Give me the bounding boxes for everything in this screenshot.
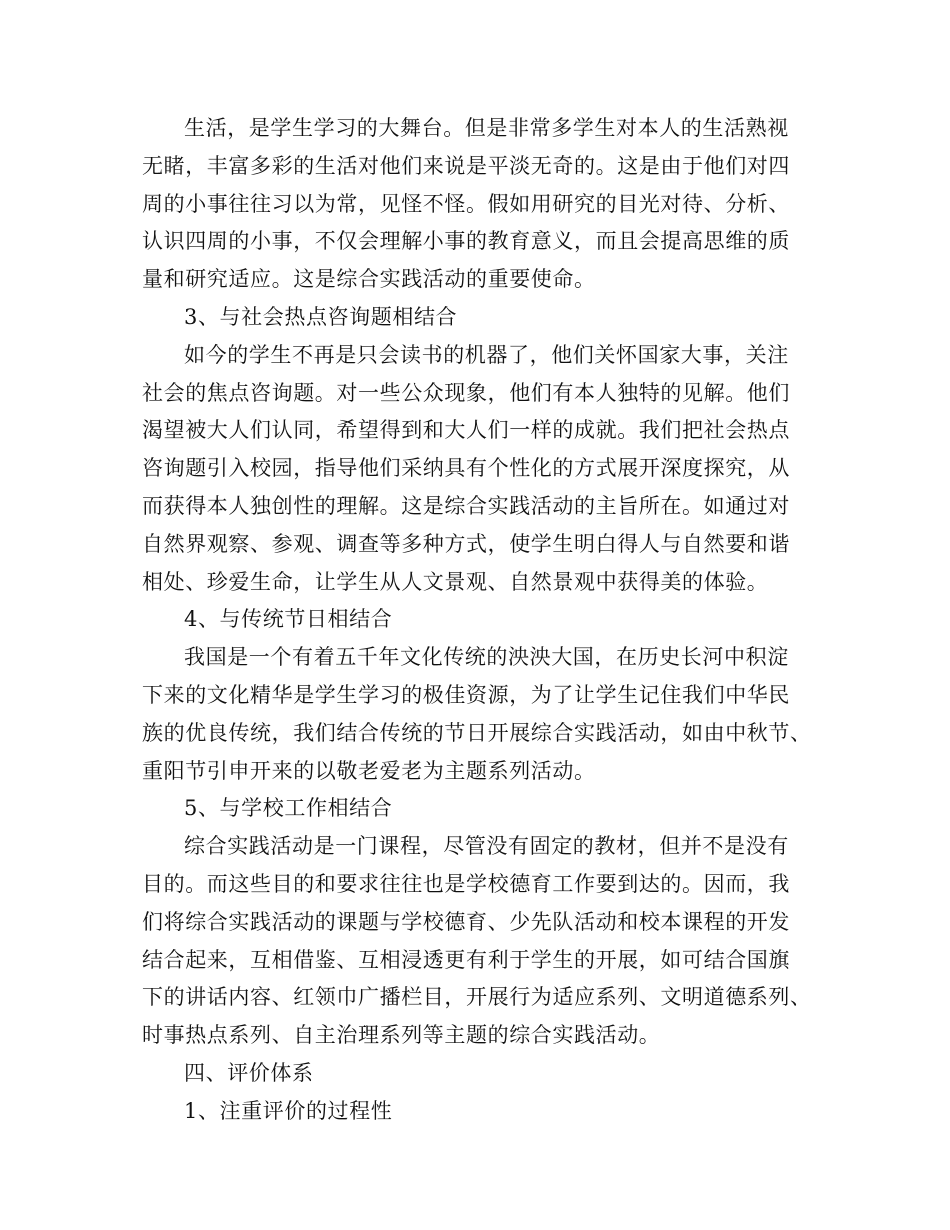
paragraph-line: 周的小事往往习以为常，见怪不怪。假如用研究的目光对待、分析、 [142,191,790,216]
paragraph-line: 咨询题引入校园，指导他们采纳具有个性化的方式展开深度探究，从 [142,456,790,481]
paragraph-line: 重阳节引申开来的以敬老爱老为主题系列活动。 [142,758,596,783]
section-heading: 5、与学校工作相结合 [184,796,393,821]
subsection-heading: 1、注重评价的过程性 [184,1098,393,1123]
paragraph-line: 而获得本人独创性的理解。这是综合实践活动的主旨所在。如通过对 [142,493,790,518]
paragraph-line: 时事热点系列、自主治理系列等主题的综合实践活动。 [142,1023,661,1048]
paragraph-line: 们将综合实践活动的课题与学校德育、少先队活动和校本课程的开发 [142,909,790,934]
paragraph-line: 结合起来，互相借鉴、互相浸透更有利于学生的开展，如可结合国旗 [142,947,790,972]
paragraph-line: 自然界观察、参观、调查等多种方式，使学生明白得人与自然要和谐 [142,531,790,556]
paragraph-line: 无睹，丰富多彩的生活对他们来说是平淡无奇的。这是由于他们对四 [142,153,790,178]
section-heading: 3、与社会热点咨询题相结合 [184,304,458,329]
paragraph-line: 我国是一个有着五千年文化传统的泱泱大国，在历史长河中积淀 [184,645,789,670]
paragraph-line: 族的优良传统，我们结合传统的节日开展综合实践活动，如由中秋节、 [142,720,812,745]
paragraph-line: 认识四周的小事，不仅会理解小事的教育意义，而且会提高思维的质 [142,229,790,254]
paragraph-line: 渴望被大人们认同，希望得到和大人们一样的成就。我们把社会热点 [142,418,790,443]
paragraph-line: 相处、珍爱生命，让学生从人文景观、自然景观中获得美的体验。 [142,569,769,594]
document-body [142,110,822,1131]
paragraph-line: 社会的焦点咨询题。对一些公众现象，他们有本人独特的见解。他们 [142,380,790,405]
paragraph-line: 下来的文化精华是学生学习的极佳资源，为了让学生记住我们中华民 [142,682,790,707]
section-heading: 四、评价体系 [184,1060,314,1085]
paragraph-line: 如今的学生不再是只会读书的机器了，他们关怀国家大事，关注 [184,342,789,367]
paragraph-line: 生活，是学生学习的大舞台。但是非常多学生对本人的生活熟视 [184,116,789,140]
paragraph-line: 下的讲话内容、红领巾广播栏目，开展行为适应系列、文明道德系列、 [142,985,812,1010]
paragraph-line: 目的。而这些目的和要求往往也是学校德育工作要到达的。因而，我 [142,871,790,896]
section-heading: 4、与传统节日相结合 [184,607,393,632]
paragraph-line: 综合实践活动是一门课程，尽管没有固定的教材，但并不是没有 [184,834,789,859]
paragraph-line: 量和研究适应。这是综合实践活动的重要使命。 [142,267,596,292]
